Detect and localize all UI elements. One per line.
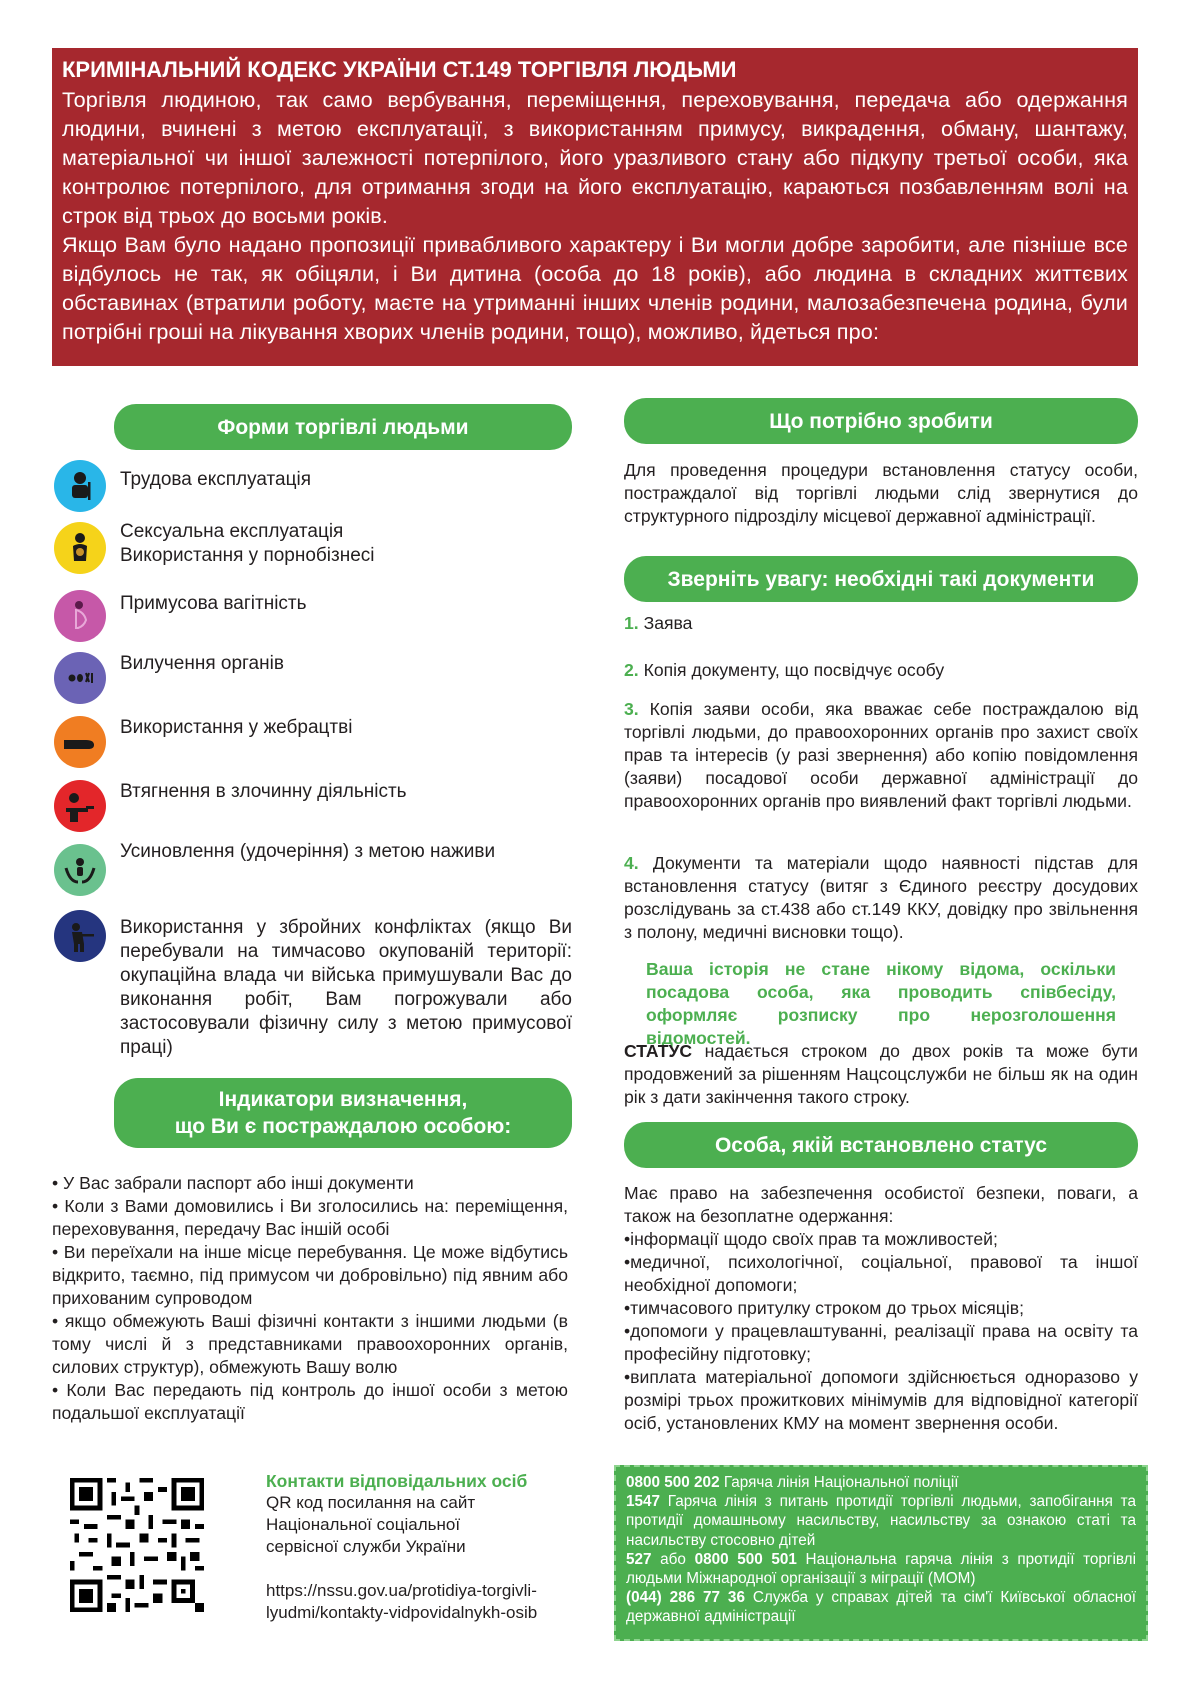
rights-heading: Особа, якій встановлено статус [624,1122,1138,1168]
indicators-heading-line2: що Ви є постраждалою особою: [174,1115,512,1138]
todo-text: Для проведення процедури встановлення статусу особи, постраждалої від торгівлі людьми слід звернутися до структурного підрозділу місцевої державної адміністрації. [624,460,1138,526]
indicator-item: • У Вас забрали паспорт або інші документи [52,1173,414,1193]
todo-heading: Що потрібно зробити [624,398,1138,444]
indicator-item: • Коли Вас передають під контроль до іншої особи з метою подальшої експлуатації [52,1380,568,1423]
contacts-block [266,1470,586,1624]
legal-banner [52,48,1138,366]
rights-item: •тимчасового притулку строком до трьох місяців; [624,1298,1025,1318]
form-item-crime [54,780,407,832]
form-label: Втягнення в злочинну діяльність [120,781,407,802]
contacts-url-line2[interactable]: lyudmi/kontakty-vidpovidalnykh-osib [266,1603,538,1622]
soldier-icon [54,910,106,962]
indicators-heading [114,1078,572,1148]
rights-intro: Має право на забезпечення особистої безпеки, поваги, а також на безоплатне одержання: [624,1183,1138,1226]
form-label: Сексуальна експлуатація Використання у порнобізнесі [120,521,375,566]
form-item-armed-conflict [54,910,572,1060]
form-label: Використання у жебрацтві [120,717,353,738]
banner-paragraph-warning: Якщо Вам було надано пропозиції привабливого характеру і Ви могли добре заробити, але пізніше все відбулось не так, як обіцяли, і Ви дитина (особа до 18 років), або людина в складних життєвих обставинах (втратили роботу, маєте на утриманні інших членів родини, малозабезпечена родина, були потрібні гроші на лікування хворих членів родини, тощо), можливо, йдеться про: [62,232,1128,344]
form-item-begging [54,716,352,768]
document-item-4: 4. Документи та матеріали щодо наявності підстав для встановлення статусу (витяг з Єдиного реєстру досудових розслідувань за ст.438 або ст.149 ККУ, довідку про звільнення з полону, медичні висновки тощо). [624,853,1138,942]
pregnant-woman-icon [54,590,106,642]
indicator-item: • Ви переїхали на інше місце перебування. Це може відбутись відкрито, таємно, під примусом чи добровільно) під явним або прихованим супроводом [52,1242,568,1308]
begging-hand-icon [54,716,106,768]
documents-heading: Зверніть увагу: необхідні такі документи [624,556,1138,602]
form-label: Трудова експлуатація [120,469,311,490]
document-item-1: 1. Заява [624,613,693,633]
rights-item: •інформації щодо своїх прав та можливостей; [624,1229,998,1249]
rights-item: •допомоги у працевлаштуванні, реалізації права на освіту та професійну підготовку; [624,1321,1138,1364]
rights-item: •медичної, психологічної, соціальної, правової та іншої необхідної допомоги; [624,1252,1138,1295]
hotline-1547: 1547 Гаряча лінія з питань протидії торгівлі людьми, запобігання та протидії домашньому насильству, насильству за ознакою статі та насильству стосовно дітей [626,1493,1136,1549]
hotline-iom: 527 або 0800 500 501 Національна гаряча лінія з протидії торгівлі людьми Міжнародної організації з міграції (МОМ) [626,1550,1136,1588]
confidentiality-note: Ваша історія не стане нікому відома, оскільки посадова особа, яка проводить співбесіду, оформляє розписку про нерозголошення відомостей. [646,959,1116,1048]
hotlines-box [614,1465,1148,1641]
indicator-item: • якщо обмежують Ваші фізичні контакти з іншими людьми (в тому числі й з представниками правоохоронних органів, силових структур), обмежують Вашу волю [52,1311,568,1377]
document-item-3: 3. Копія заяви особи, яка вважає себе постраждалою від торгівлі людьми, до правоохоронних органів про захист своїх прав та інтересів (у разі звернення) або копію повідомлення (заяви) посадової особи державної адміністрації до правоохоронних органів про виявлений факт торгівлі людьми. [624,699,1138,811]
indicators-list [52,1172,568,1425]
contacts-title: Контакти відповідальних осіб [266,1471,528,1491]
form-item-adoption [54,841,496,896]
forms-heading: Форми торгівлі людьми [114,404,572,450]
document-item-2: 2. Копія документу, що посвідчує особу [624,660,945,680]
indicator-item: • Коли з Вами домовились і Ви зголосились на: переміщення, переховування, передачу Вас іншій особі [52,1196,568,1239]
banner-paragraph-law: Торгівля людиною, так само вербування, переміщення, переховування, передача або одержання людини, вчинені з метою експлуатації, з використанням примусу, викрадення, обману, шантажу, матеріальної чи іншої залежності потерпілого, його уразливого стану або підкупу третьої особи, яка контролює потерпілого, для отримання згоди на його експлуатацію, караються позбавленням волі на строк від трьох до восьми років. [62,87,1128,228]
indicators-heading-line1: Індикатори визначення, [218,1088,468,1111]
rights-list [624,1182,1138,1435]
child-hands-icon [54,844,106,896]
organs-icon [54,652,106,704]
hotline-police: 0800 500 202 Гаряча лінія Національної поліції [626,1474,959,1491]
rights-item: •виплата матеріальної допомоги здійснюється одноразово у розмірі трьох прожиткових мінімумів для відповідної категорії осіб, установлених КМУ на момент звернення особи. [624,1367,1138,1433]
form-label: Використання у збройних конфліктах (якщо Ви перебували на тимчасово окупованій території: окупаційна влада чи війська примушували Вас до виконання робіт, Вам погрожували або застосовували фізичну силу з метою примусової праці) [120,917,572,1058]
hotline-kyiv-children: (044) 286 77 36 Служба у справах дітей та сім'ї Київської обласної державної адміністрації [626,1589,1136,1626]
qr-code[interactable] [70,1476,204,1614]
form-label: Примусова вагітність [120,593,307,614]
form-label: Усиновлення (удочеріння) з метою наживи [120,841,496,862]
gun-hand-icon [54,780,106,832]
form-label: Вилучення органів [120,653,284,674]
status-word: СТАТУС [624,1041,693,1061]
qr-caption: QR код посилання на сайт Національної соціальної сервісної служби України [266,1493,476,1556]
form-item-organs [54,652,284,704]
contacts-url-line1[interactable]: https://nssu.gov.ua/protidiya-torgivli- [266,1581,537,1600]
figure-icon [54,522,106,574]
form-item-labor [54,460,311,512]
banner-title: КРИМІНАЛЬНИЙ КОДЕКС УКРАЇНИ СТ.149 ТОРГІВЛЯ ЛЮДЬМИ [62,57,737,82]
worker-icon [54,460,106,512]
status-note: СТАТУС надається строком до двох років та може бути продовжений за рішенням Нацсоцслужби не більш як на один рік з дати закінчення такого строку. [624,1041,1138,1107]
form-item-pregnancy [54,590,307,642]
form-item-sexual [54,522,375,574]
